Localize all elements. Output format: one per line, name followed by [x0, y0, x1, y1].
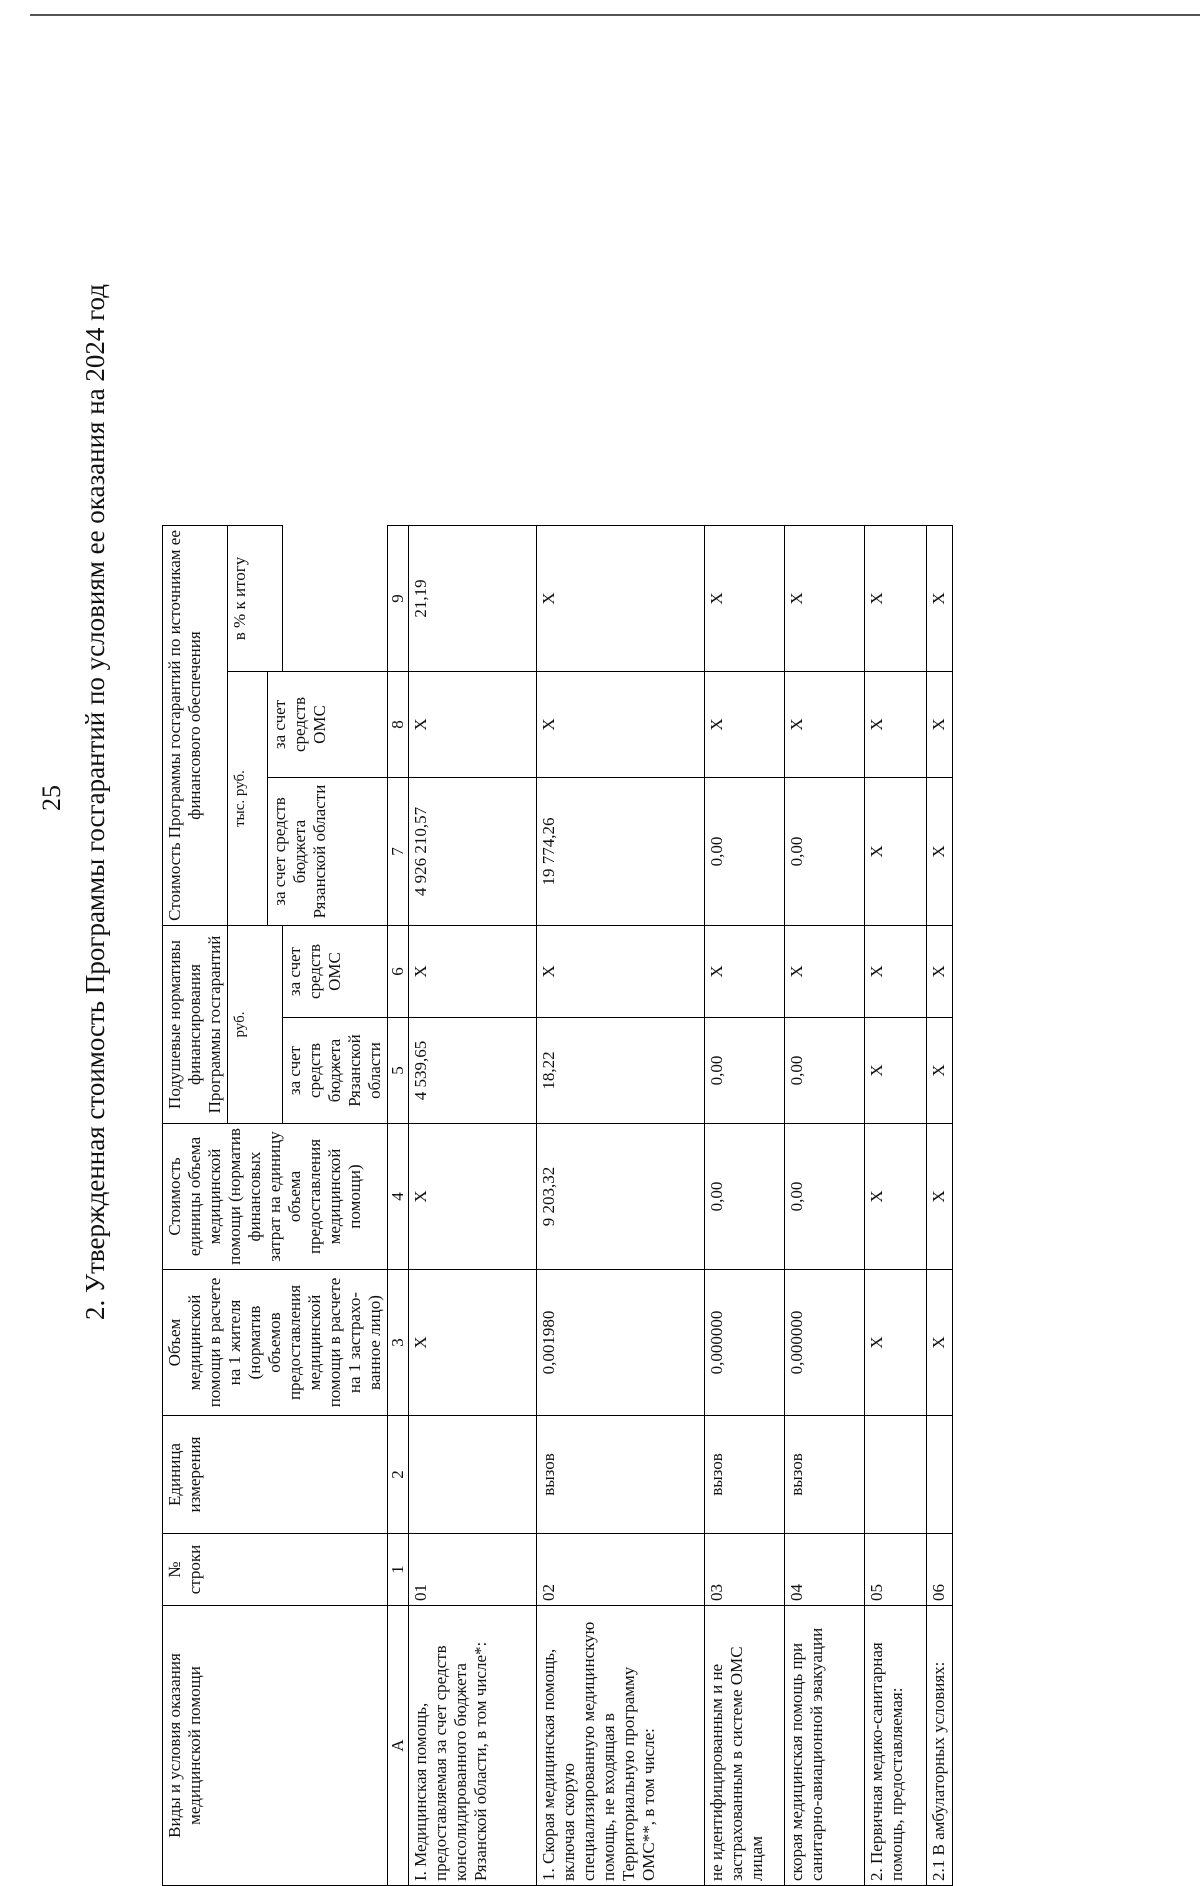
- row-cost-budget: 4 926 210,57: [409, 778, 537, 926]
- header-col-8: за счет средств ОМС: [268, 672, 388, 778]
- row-code: 06: [927, 1534, 953, 1606]
- row-label: не идентифицированным и не застрахованным в системе ОМС лицам: [705, 1606, 785, 1886]
- row-per-capita-budget: X: [865, 1018, 927, 1124]
- row-code: 04: [785, 1534, 865, 1606]
- row-per-capita-budget: X: [927, 1018, 953, 1124]
- row-label: скорая медицинская помощь при санитарно-авиационной эвакуации: [785, 1606, 865, 1886]
- row-label: 1. Скорая медицинская помощь, включая скорую специализированную медицинскую помощь, не входящая в Территориальную программу ОМС**, в том числе:: [537, 1606, 705, 1886]
- row-percent: X: [785, 525, 865, 671]
- row-per-capita-oms: X: [705, 926, 785, 1018]
- row-per-capita-budget: 4 539,65: [409, 1018, 537, 1124]
- row-unit-cost: 9 203,32: [537, 1124, 705, 1270]
- column-number: 9: [388, 525, 409, 671]
- row-code: 02: [537, 1534, 705, 1606]
- row-per-capita-budget: 0,00: [705, 1018, 785, 1124]
- header-col-3: Объем медицинской помощи в расчете на 1 жителя (норматив объемов предоставления медицинской помощи в расчете на 1 застрахо-ванное лицо): [163, 1270, 388, 1416]
- header-group-5-6: Подушевые нормативы финансирования Программы госгарантий: [163, 926, 228, 1124]
- row-percent: X: [705, 525, 785, 671]
- table-row: [785, 525, 865, 1885]
- column-number: 7: [388, 778, 409, 926]
- row-per-capita-oms: X: [865, 926, 927, 1018]
- header-col-9: в % к итогу: [228, 525, 283, 671]
- header-col-5: за счет средств бюджета Рязанской области: [283, 1018, 388, 1124]
- row-cost-budget: X: [865, 778, 927, 926]
- column-number: 6: [388, 926, 409, 1018]
- row-cost-budget: 0,00: [785, 778, 865, 926]
- row-per-capita-budget: 18,22: [537, 1018, 705, 1124]
- row-per-capita-oms: X: [409, 926, 537, 1018]
- row-percent: X: [865, 525, 927, 671]
- row-unit: вызов: [705, 1416, 785, 1534]
- header-col-a: Виды и условия оказания медицинской помощи: [163, 1606, 388, 1886]
- header-unit-rub: руб.: [228, 926, 283, 1124]
- row-unit-cost: X: [927, 1124, 953, 1270]
- row-cost-budget: X: [927, 778, 953, 926]
- header-col-1: № строки: [163, 1534, 388, 1606]
- row-per-capita-budget: 0,00: [785, 1018, 865, 1124]
- row-unit: [927, 1416, 953, 1534]
- column-number: 2: [388, 1416, 409, 1534]
- table-row: [409, 525, 537, 1885]
- column-number: 3: [388, 1270, 409, 1416]
- row-volume: 0,000000: [785, 1270, 865, 1416]
- row-unit-cost: X: [409, 1124, 537, 1270]
- row-cost-oms: X: [705, 672, 785, 778]
- header-col-2: Единица измерения: [163, 1416, 388, 1534]
- row-label: 2. Первичная медико-санитарная помощь, предоставляемая:: [865, 1606, 927, 1886]
- row-volume: X: [865, 1270, 927, 1416]
- row-code: 05: [865, 1534, 927, 1606]
- row-percent: 21,19: [409, 525, 537, 671]
- row-volume: X: [927, 1270, 953, 1416]
- row-volume: X: [409, 1270, 537, 1416]
- column-number: 5: [388, 1018, 409, 1124]
- row-per-capita-oms: X: [537, 926, 705, 1018]
- row-percent: X: [927, 525, 953, 671]
- row-label: 2.1 В амбулаторных условиях:: [927, 1606, 953, 1886]
- row-cost-oms: X: [537, 672, 705, 778]
- row-unit-cost: 0,00: [785, 1124, 865, 1270]
- scan-edge-line: [30, 14, 1200, 16]
- row-unit: вызов: [785, 1416, 865, 1534]
- row-unit-cost: 0,00: [705, 1124, 785, 1270]
- row-code: 03: [705, 1534, 785, 1606]
- page-number: 25: [37, 785, 66, 811]
- column-number: А: [388, 1606, 409, 1886]
- row-cost-oms: X: [785, 672, 865, 778]
- row-unit-cost: X: [865, 1124, 927, 1270]
- row-per-capita-oms: X: [927, 926, 953, 1018]
- header-col-7: за счет средств бюджета Рязанской области: [268, 778, 388, 926]
- row-percent: X: [537, 525, 705, 671]
- column-number: 1: [388, 1534, 409, 1606]
- header-col-4: Стоимость единицы объема медицинской помощи (норматив финансовых затрат на единицу объема предоставления медицинской помощи): [163, 1124, 388, 1270]
- row-label: I. Медицинская помощь, предоставляемая за счет средств консолидированного бюджета Рязанской области, в том числе*:: [409, 1606, 537, 1886]
- row-code: 01: [409, 1534, 537, 1606]
- row-volume: 0,000000: [705, 1270, 785, 1416]
- row-unit: [409, 1416, 537, 1534]
- column-number-row: [388, 525, 409, 1885]
- row-cost-oms: X: [865, 672, 927, 778]
- cost-table-container: [162, 526, 982, 1886]
- row-per-capita-oms: X: [785, 926, 865, 1018]
- table-row: [537, 525, 705, 1885]
- row-volume: 0,001980: [537, 1270, 705, 1416]
- row-cost-budget: 0,00: [705, 778, 785, 926]
- column-number: 4: [388, 1124, 409, 1270]
- cost-table: [162, 525, 953, 1886]
- table-row: [705, 525, 785, 1885]
- table-row: [865, 525, 927, 1885]
- table-row: [927, 525, 953, 1885]
- column-number: 8: [388, 672, 409, 778]
- row-cost-oms: X: [927, 672, 953, 778]
- row-unit: вызов: [537, 1416, 705, 1534]
- row-cost-budget: 19 774,26: [537, 778, 705, 926]
- header-col-6: за счет средств ОМС: [283, 926, 388, 1018]
- page-title: 2. Утвержденная стоимость Программы госгарантий по условиям ее оказания на 2024 год: [80, 283, 110, 1321]
- header-unit-thousand-rub: тыс. руб.: [228, 672, 268, 926]
- header-group-7-9: Стоимость Программы госгарантий по источникам ее финансового обеспечения: [163, 525, 228, 925]
- row-unit: [865, 1416, 927, 1534]
- row-cost-oms: X: [409, 672, 537, 778]
